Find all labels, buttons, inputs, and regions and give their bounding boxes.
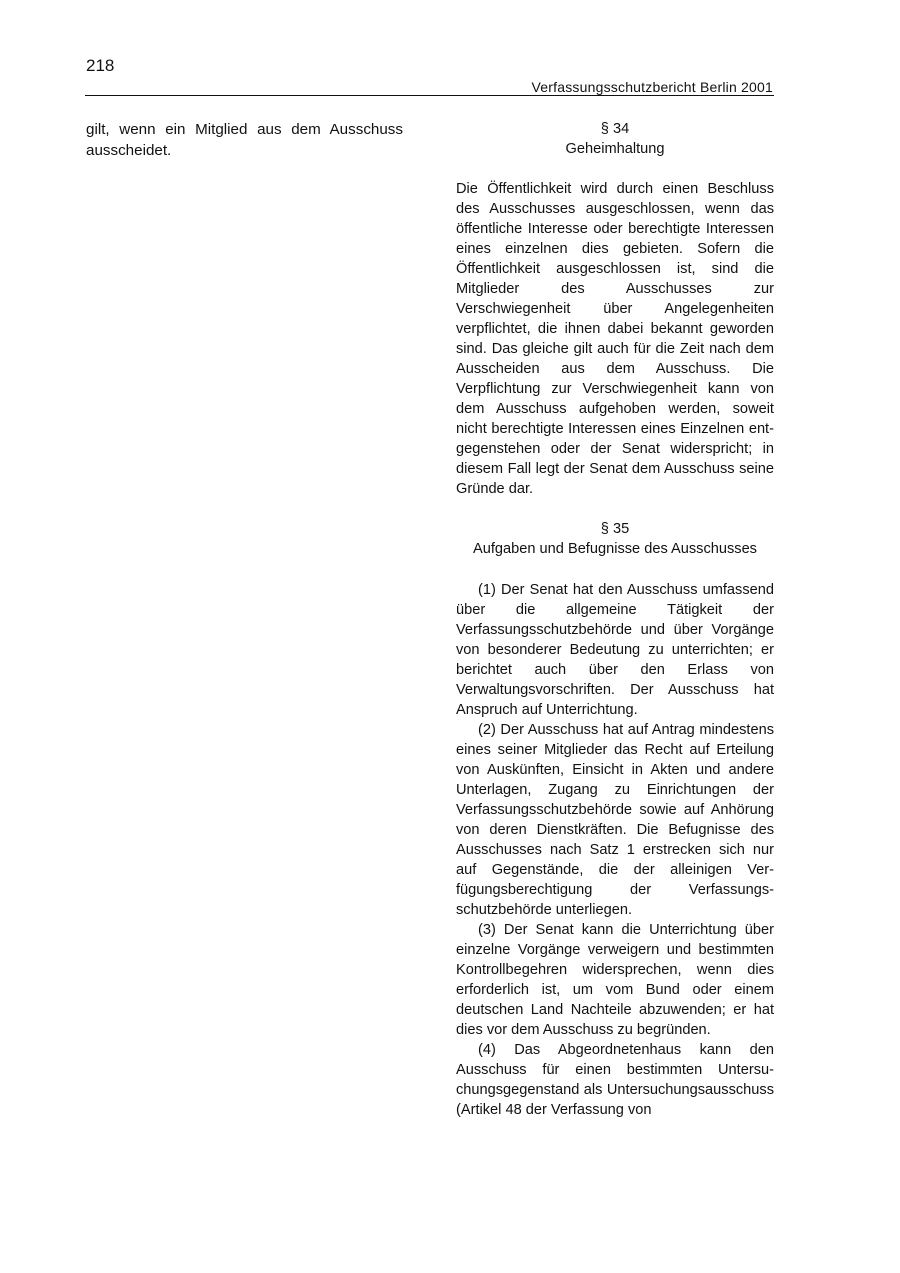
section-35-paragraph-2: (2) Der Ausschuss hat auf Antrag mindestens eines seiner Mitglieder das Recht auf Erteilung von Auskünften, Einsicht in Akten und andere Unterlagen, Zugang zu Einrichtungen der Verfassungsschutzbehörde sowie auf Anhörung von deren Dienstkräften. Die Befugnisse des Ausschusses nach Satz 1 erstrecken sich nur auf Gegenstände, die der alleinigen Verfügungsberechtigung der Verfassungsschutzbehörde unterliegen.: [456, 722, 774, 918]
section-35-paragraph-1: (1) Der Senat hat den Ausschuss umfassend über die allgemeine Tätigkeit der Verfassungsschutzbehörde und über Vorgänge von besonderer Bedeutung zu unterrichten; er berichtet auch über den Erlass von Verwaltungsvorschriften. Der Ausschuss hat Anspruch auf Unterrichtung.: [456, 582, 774, 718]
section-34-heading: [456, 119, 774, 159]
running-header-title: Verfassungsschutzbericht Berlin 2001: [531, 79, 773, 95]
section-35-number: § 35: [600, 521, 630, 537]
left-column: [86, 119, 403, 162]
section-34-number: § 34: [600, 121, 630, 137]
section-35-title: Aufgaben und Befugnisse des Ausschusses: [473, 541, 757, 557]
header-rule: [85, 95, 774, 96]
page-number: 218: [86, 56, 115, 75]
section-35-paragraph-3: (3) Der Senat kann die Unterrichtung über einzelne Vorgänge verweigern und bestimmten Kontrollbegehren widersprechen, wenn dies erforderlich ist, um vom Bund oder einem deutschen Land Nachteile abzuwenden; er hat dies vor dem Ausschuss zu begründen.: [456, 922, 774, 1038]
section-34-body: Die Öffentlichkeit wird durch einen Beschluss des Ausschusses ausgeschlossen, wenn das öffentliche Interesse oder berechtigte Interessen eines einzelnen dies gebieten. Sofern die Öffentlichkeit ausgeschlossen ist, sind die Mitglieder des Ausschusses zur Verschwiegenheit über Angelegenheiten verpflichtet, die ihnen dabei bekannt geworden sind. Das gleiche gilt auch für die Zeit nach dem Ausscheiden aus dem Ausschuss. Die Verpflichtung zur Verschwiegenheit kann von dem Ausschuss aufgehoben werden, soweit nicht berechtigte Interessen eines Einzelnen entgegenstehen oder der Senat widerspricht; in diesem Fall legt der Senat dem Ausschuss seine Gründe dar.: [456, 181, 774, 497]
section-35-paragraph-4: (4) Das Abgeordnetenhaus kann den Ausschuss für einen bestimmten Untersuchungsgegenstand als Untersuchungsausschuss (Artikel 48 der Verfassung von: [456, 1042, 774, 1118]
right-column: [456, 119, 774, 1120]
section-34-title: Geheimhaltung: [565, 141, 665, 157]
section-35-heading: [456, 519, 774, 559]
continuation-text: gilt, wenn ein Mitglied aus dem Ausschuss ausscheidet.: [86, 121, 403, 160]
